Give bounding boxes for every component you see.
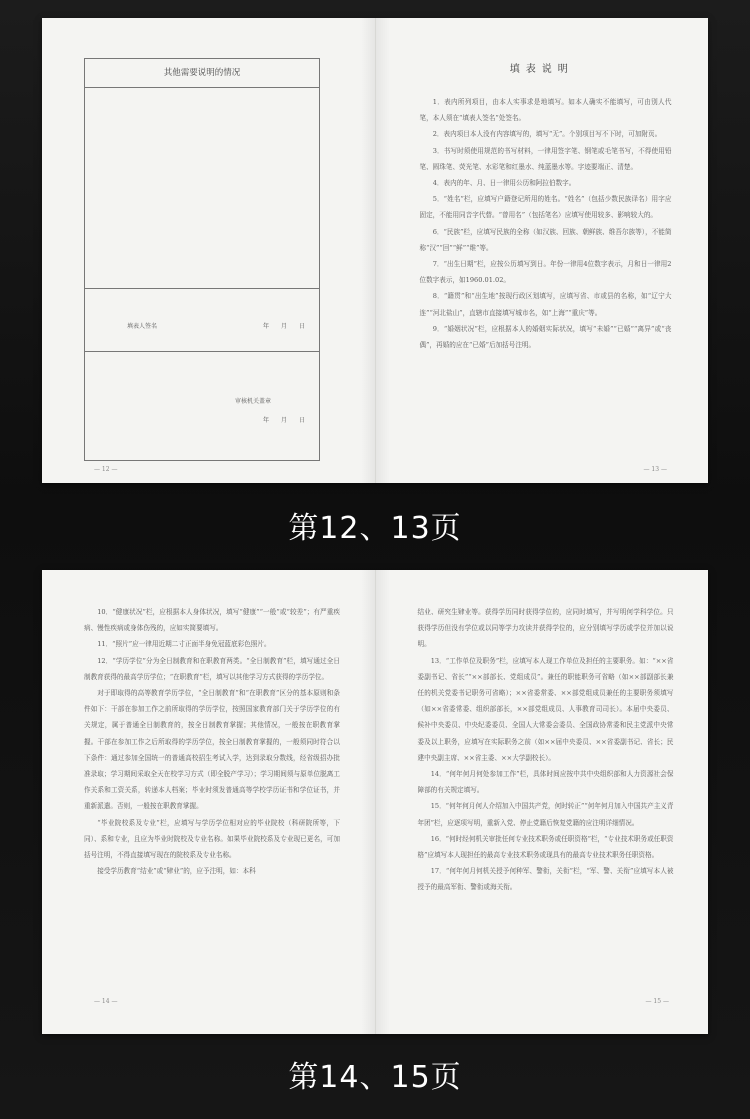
paragraph: 13．“工作单位及职务”栏，应填写本人现工作单位及担任的主要职务。如：“××省委副书记、省长”“××部部长、党组成员”。兼任的职能职务可省略（如××部副部长兼任的机关党委书记职务可省略）；××省委常委、××部党组成员兼任的主要职务须填写（如××省委常委、组织部部长，××部党组成员、人事教育司司长）。本届中央委员、候补中央委员、中央纪委委员、全国人大常委会委员、全国政协常委和民主党派中央常委及以上职务，应填写在实际职务之前（如××届中央委员、××省委副书记、省长；民建中央副主席、××省主委、××大学副校长）。: [417, 656, 674, 762]
instructions-text: [420, 94, 672, 353]
org-date: 年 月 日: [263, 417, 306, 424]
caption-spread-2: 第14、15页: [288, 1060, 462, 1095]
page-number: — 12 —: [94, 466, 118, 473]
signer-label: 填表人签名: [127, 323, 158, 330]
page-13: [376, 18, 709, 483]
page-12: [42, 18, 376, 483]
paragraph: 11．“照片”应一律用近期二寸正面半身免冠蓝底彩色照片。: [97, 640, 271, 649]
paragraph: 17．“何年何月何机关授予何种军、警衔，关衔”栏，“军、警、关衔”应填写本人被授予的最高军衔、警衔或海关衔。: [417, 867, 674, 892]
org-seal-label: 审核机关盖章: [235, 398, 272, 405]
signer-date: 年 月 日: [263, 323, 306, 330]
paragraph: 15．“何年何月何人介绍加入中国共产党，何时转正”“何年何月加入中国共产主义青年团”栏，应逐项写明，重新入党、停止党籍后恢复党籍的应注明详细情况。: [417, 802, 674, 827]
paragraph: 接受学历教育“结业”或“肄业”的，应予注明，如：本科: [97, 867, 256, 876]
form-content-area: [85, 88, 319, 289]
instructions-text: [418, 604, 674, 896]
paragraph: 7．“出生日期”栏，应按公历填写到日。年份一律用4位数字表示，月和日一律用2位数字表示，如1960.01.02。: [419, 260, 672, 285]
paragraph: 3．书写时须使用规范的书写材料，一律用签字笔、钢笔或毛笔书写，不得使用铅笔、圆珠笔、荧光笔、水彩笔和红墨水、纯蓝墨水等。字迹要端正、清楚。: [419, 146, 672, 171]
paragraph: 8．“籍贯”和“出生地”按现行政区划填写，应填写省、市或县的名称，如“辽宁大连”“河北盐山”，直辖市直接填写城市名，如“上海”“重庆”等。: [419, 292, 672, 317]
other-info-form: [84, 58, 320, 461]
page-number: — 14 —: [94, 998, 118, 1005]
form-title: 其他需要说明的情况: [85, 59, 319, 88]
page-title: 填表说明: [509, 64, 574, 75]
paragraph: 9．“婚姻状况”栏，应根据本人的婚姻实际状况，填写“未婚”“已婚”“离异”或“丧偶”，再婚的应在“已婚”后加括号注明。: [419, 324, 672, 350]
paragraph: 对于即取得的高等教育学历学位，“全日制教育”和“在职教育”区分的基本原则和条件如下：干部在参加工作之前所取得的学历学位，按照国家教育部门关于学历学位的有关规定，属于普通全日制教育的，按全日制教育掌握；其他情况，一般按在职教育掌握。干部在参加工作之后所取得的学历学位，按全日制教育掌握的，一般须同时符合以下条件：通过参加全国统一的普通高校招生考试入学，达到录取分数线，经省级招办批准录取；学习期间采取全天在校学习方式（即全脱产学习）；学习期间须与原单位脱离工作关系和工资关系，转递本人档案；毕业时须发普通高等学校学历证书和学位证书，并重新派遣。否则，一般按在职教育掌握。: [84, 689, 340, 811]
paragraph: 结业、研究生肄业等。获得学历同时获得学位的，应同时填写，并写明何学科学位。只获得学历但没有学位或以同等学力攻读并获得学位的，应分别填写学历或学位并加以说明。: [417, 608, 674, 649]
paragraph: 10．“健康状况”栏，应根据本人身体状况，填写“健康”“一般”或“较差”；有严重疾病、慢性疾病或身体伤残的，应如实简要填写。: [84, 608, 340, 633]
instructions-text: [84, 604, 340, 879]
paragraph: 2．表内项目本人没有内容填写的，填写“无”。个别项目写不下时，可加附页。: [432, 130, 662, 139]
paragraph: 5．“姓名”栏，应填写户籍登记所用的姓名。“姓名”（包括少数民族译名）用字应固定，不能用同音字代替。“曾用名”（包括笔名）应填写使用较多、影响较大的。: [419, 195, 672, 220]
signer-row: [85, 289, 319, 352]
paragraph: 1．表内所列项目，由本人实事求是地填写。如本人确实不能填写，可由别人代笔，本人须在“填表人签名”处签名。: [419, 98, 672, 123]
paragraph: 4．表内的年、月、日一律用公历和阿拉伯数字。: [432, 179, 576, 188]
spread-pages-12-13: [42, 18, 708, 483]
spread-pages-14-15: [42, 570, 708, 1034]
paragraph: 12．“学历学位”分为全日制教育和在职教育两类。“全日制教育”栏，填写通过全日制教育获得的最高学历学位；“在职教育”栏，填写以其他学习方式获得的学历学位。: [84, 656, 340, 681]
page-number: — 13 —: [643, 466, 667, 473]
caption-spread-1: 第12、13页: [288, 511, 462, 546]
paragraph: 16．“何时经何机关审批任何专业技术职务或任职资格”栏，“专业技术职务或任职资格”应填写本人现担任的最高专业技术职务或现具有的最高专业技术职务任职资格。: [417, 834, 674, 860]
paragraph: 14．“何年何月何处参加工作”栏，具体时间应按中共中央组织部和人力资源社会保障部的有关规定填写。: [417, 770, 674, 795]
page-15: [376, 570, 709, 1034]
page-14: [42, 570, 376, 1034]
paragraph: 6．“民族”栏，应填写民族的全称（如汉族、回族、朝鲜族、维吾尔族等），不能简称“汉”“回”“鲜”“维”等。: [419, 227, 672, 252]
org-row: [85, 352, 319, 462]
paragraph: “毕业院校系及专业”栏，应填写与学历学位相对应的毕业院校（科研院所等，下同）、系和专业，且应为毕业时院校及专业名称。如果毕业院校系及专业现已更名，可加括号注明，不得直接填写现在的院校系及专业名称。: [84, 818, 340, 860]
page-number: — 15 —: [645, 998, 669, 1005]
